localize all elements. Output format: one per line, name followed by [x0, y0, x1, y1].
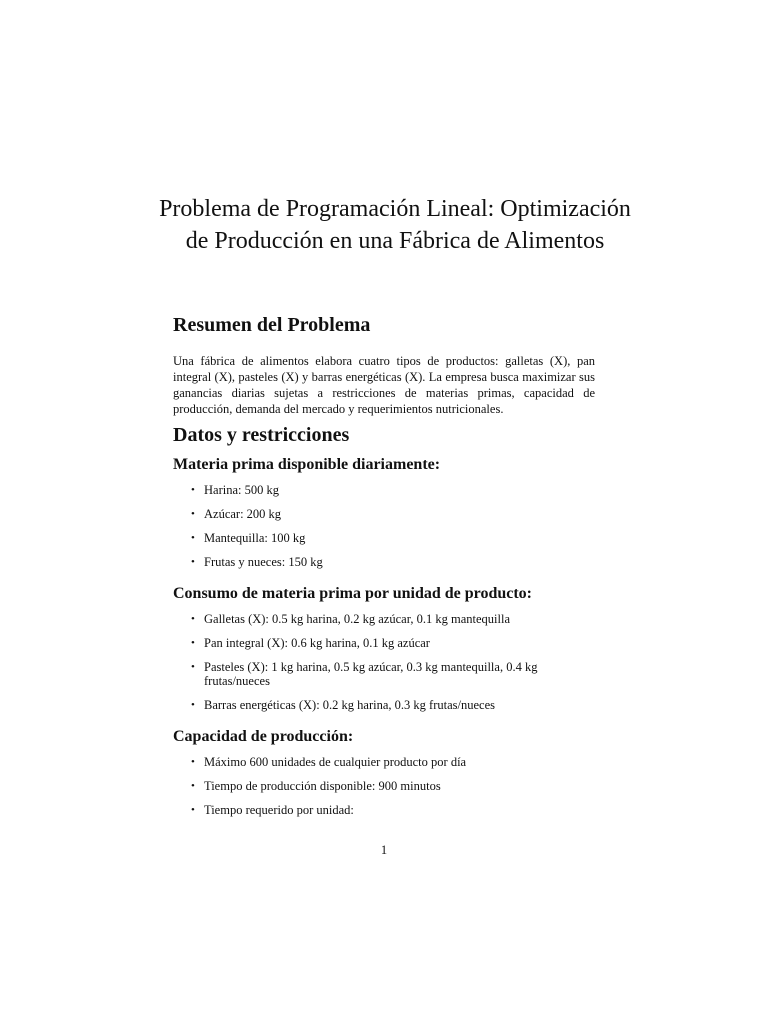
list-item: • Galletas (X): 0.5 kg harina, 0.2 kg azúcar, 0.1 kg mantequilla	[191, 612, 510, 626]
data-section	[173, 422, 595, 827]
list-item: • Pasteles (X): 1 kg harina, 0.5 kg azúcar, 0.3 kg mantequilla, 0.4 kg frutas/nueces	[191, 660, 538, 688]
bullet-icon: •	[191, 661, 195, 673]
raw-materials-heading: Materia prima disponible diariamente:	[173, 456, 441, 473]
list-item: • Pan integral (X): 0.6 kg harina, 0.1 kg azúcar	[191, 636, 430, 650]
page-number: 1	[380, 843, 388, 857]
list-item: • Máximo 600 unidades de cualquier producto por día	[191, 755, 467, 769]
consumption-list	[173, 612, 595, 712]
bullet-icon: •	[191, 780, 195, 792]
summary-heading: Resumen del Problema	[173, 314, 371, 336]
bullet-icon: •	[191, 637, 195, 649]
list-item: • Tiempo requerido por unidad:	[191, 803, 354, 817]
list-item: • Frutas y nueces: 150 kg	[191, 555, 323, 569]
data-heading: Datos y restricciones	[173, 424, 350, 446]
list-item: • Azúcar: 200 kg	[191, 507, 282, 521]
capacity-list	[173, 755, 595, 817]
document-title: Problema de Programación Lineal: Optimización de Producción en una Fábrica de Alimentos	[159, 196, 631, 254]
summary-section	[173, 312, 595, 417]
list-item: • Mantequilla: 100 kg	[191, 531, 306, 545]
bullet-icon: •	[191, 804, 195, 816]
summary-text: Una fábrica de alimentos elabora cuatro tipos de productos: galletas (X), pan integral (X), pasteles (X) y barras energéticas (X). La empresa busca maximizar sus ganancias diarias sujetas a restricciones de materias primas, capacidad de producción, demanda del mercado y requerimientos nutricionales.	[173, 354, 595, 416]
bullet-icon: •	[191, 532, 195, 544]
bullet-icon: •	[191, 613, 195, 625]
capacity-heading: Capacidad de producción:	[173, 728, 354, 745]
list-item: • Harina: 500 kg	[191, 483, 279, 497]
bullet-icon: •	[191, 508, 195, 520]
list-item: • Tiempo de producción disponible: 900 minutos	[191, 779, 441, 793]
raw-materials-list	[173, 483, 595, 569]
bullet-icon: •	[191, 556, 195, 568]
consumption-heading: Consumo de materia prima por unidad de producto:	[173, 585, 532, 602]
bullet-icon: •	[191, 756, 195, 768]
bullet-icon: •	[191, 484, 195, 496]
list-item: • Barras energéticas (X): 0.2 kg harina, 0.3 kg frutas/nueces	[191, 698, 495, 712]
bullet-icon: •	[191, 699, 195, 711]
